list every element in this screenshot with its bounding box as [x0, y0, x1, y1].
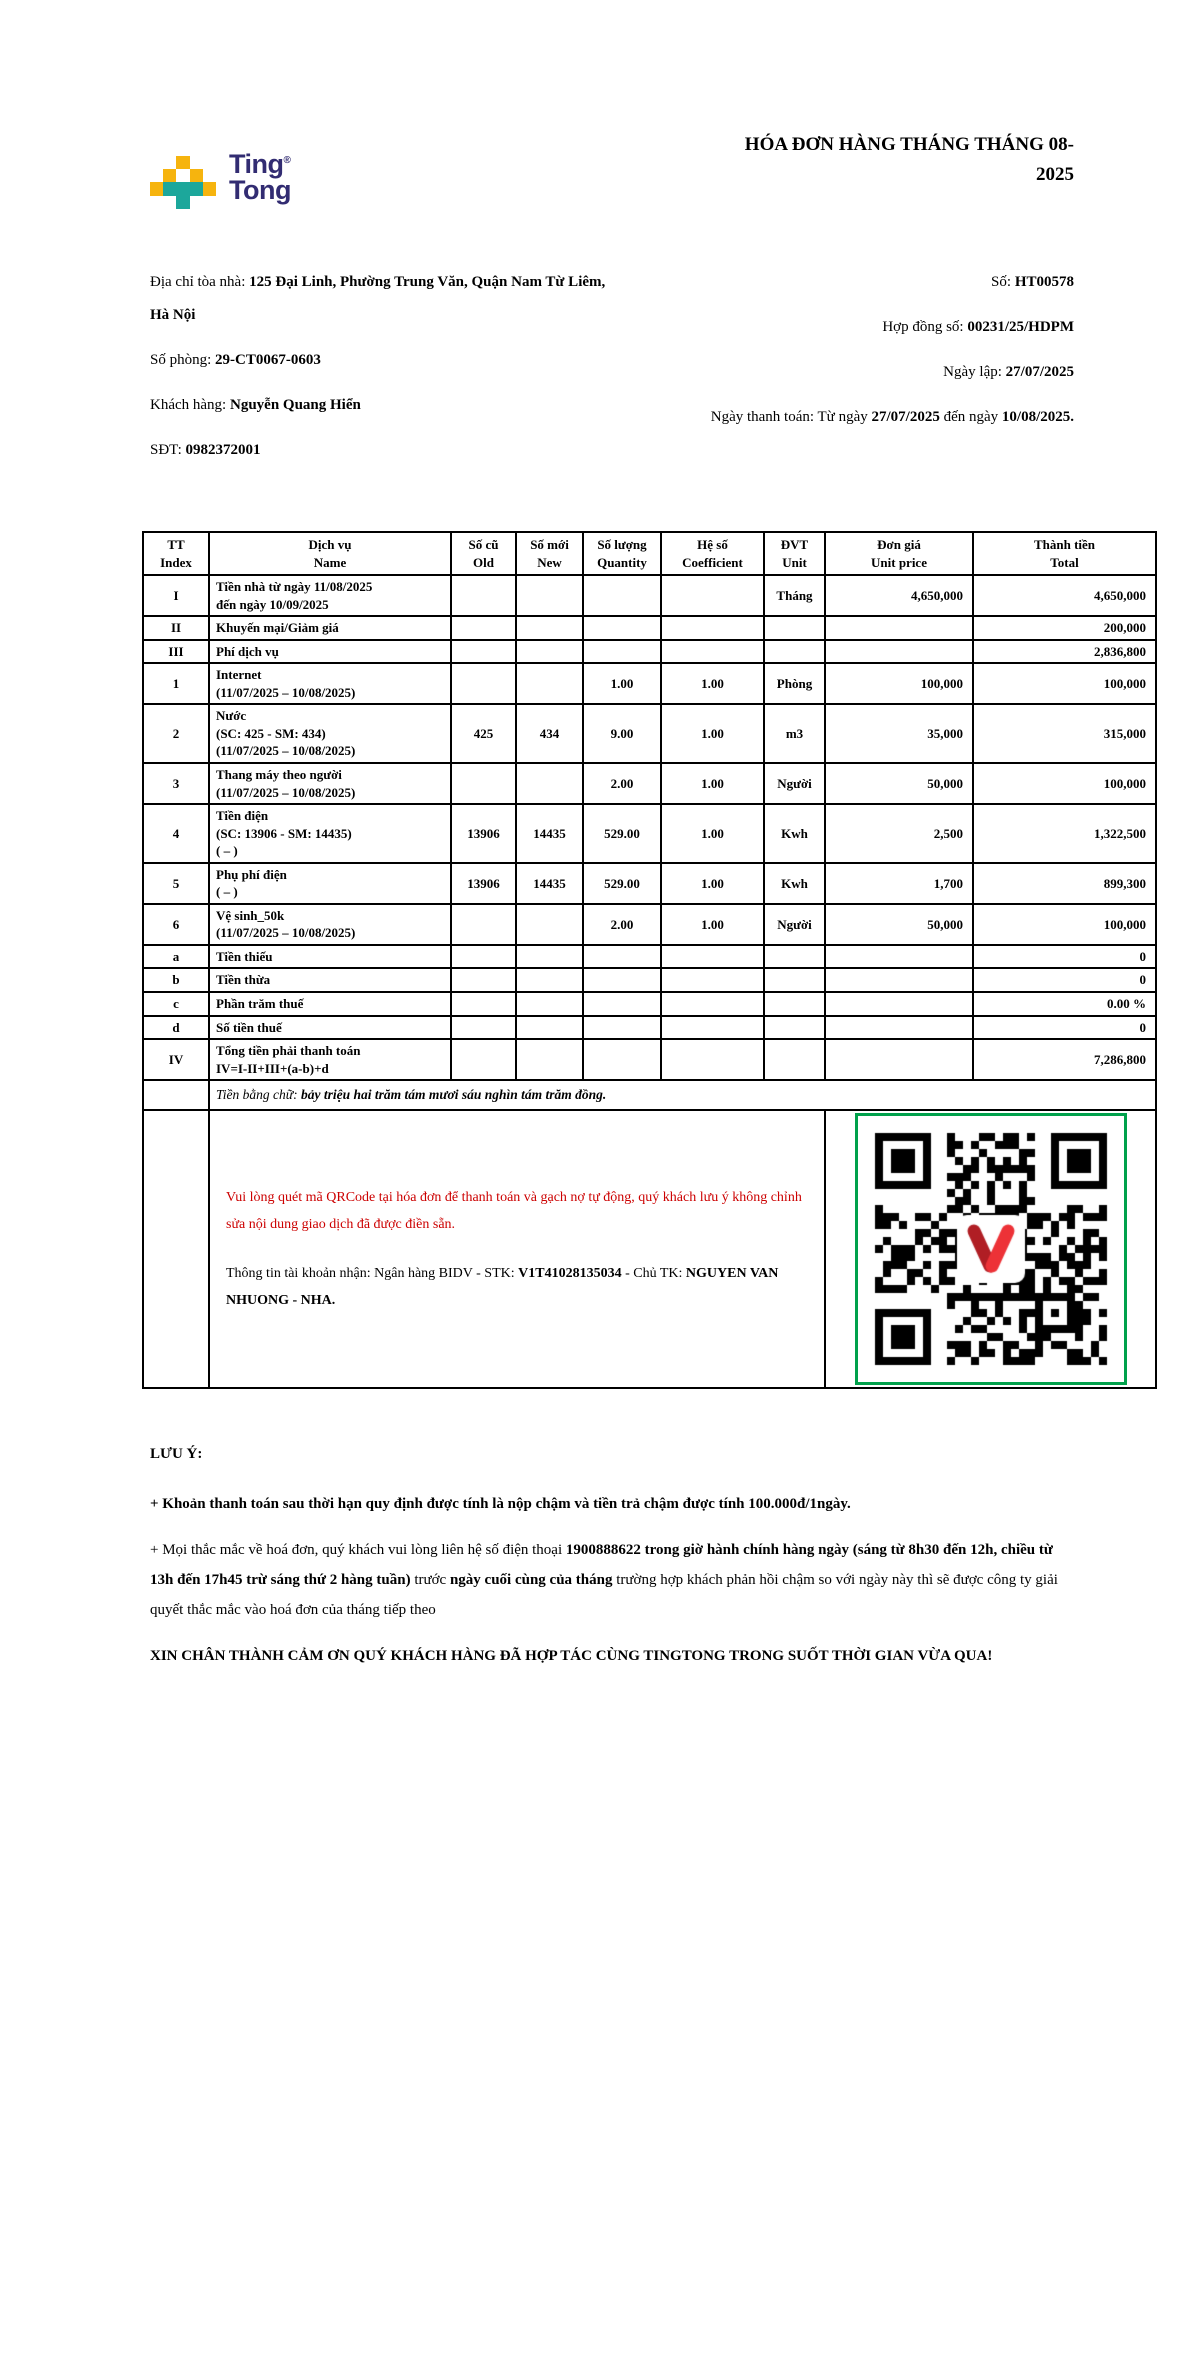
table-header-row: [143, 532, 1156, 575]
table-cell: 4,650,000: [973, 575, 1156, 616]
table-cell: 1.00: [661, 763, 764, 804]
table-cell: [661, 992, 764, 1016]
table-cell: Tháng: [764, 575, 825, 616]
table-cell: 3: [143, 763, 209, 804]
column-header: Số lượng Quantity: [583, 532, 661, 575]
table-cell: 0: [973, 945, 1156, 969]
table-cell: 50,000: [825, 763, 973, 804]
table-cell: [764, 640, 825, 664]
table-cell: 1.00: [661, 904, 764, 945]
table-cell: [764, 945, 825, 969]
building-address: Địa chỉ tòa nhà: 125 Đại Linh, Phường Trung Văn, Quận Nam Từ Liêm, Hà Nội: [150, 274, 606, 323]
table-row: [143, 616, 1156, 640]
customer-info: [150, 266, 620, 479]
late-payment-note: + Khoản thanh toán sau thời hạn quy định được tính là nộp chậm và tiền trả chậm được tính 100.000đ/1ngày.: [150, 1496, 851, 1513]
table-cell: [143, 1080, 209, 1110]
tingtong-logo: [150, 149, 291, 210]
table-cell: 434: [516, 704, 583, 763]
table-cell: 100,000: [825, 663, 973, 704]
table-row: [143, 804, 1156, 863]
payment-period: Ngày thanh toán: Từ ngày 27/07/2025 đến ngày 10/08/2025.: [710, 409, 1074, 425]
table-cell: 100,000: [973, 904, 1156, 945]
table-cell: 1.00: [661, 663, 764, 704]
table-cell: a: [143, 945, 209, 969]
table-cell: 100,000: [973, 763, 1156, 804]
table-cell: [451, 616, 516, 640]
table-cell: [583, 640, 661, 664]
table-cell: Tổng tiền phải thanh toán IV=I-II+III+(a-b)+d: [209, 1039, 451, 1080]
table-cell: 2: [143, 704, 209, 763]
table-cell: [583, 616, 661, 640]
table-row: [143, 945, 1156, 969]
table-row: [143, 968, 1156, 992]
table-cell: Người: [764, 904, 825, 945]
table-cell: Phí dịch vụ: [209, 640, 451, 664]
table-cell: m3: [764, 704, 825, 763]
table-cell: II: [143, 616, 209, 640]
table-cell: III: [143, 640, 209, 664]
table-cell: 2,500: [825, 804, 973, 863]
table-cell: Tiền thiếu: [209, 945, 451, 969]
table-row: [143, 704, 1156, 763]
table-cell: [451, 1039, 516, 1080]
table-cell: [661, 575, 764, 616]
qr-code-frame: [855, 1113, 1127, 1385]
table-cell: [583, 968, 661, 992]
table-row: [143, 992, 1156, 1016]
column-header: ĐVT Unit: [764, 532, 825, 575]
table-cell: [661, 616, 764, 640]
table-cell: [451, 763, 516, 804]
column-header: TT Index: [143, 532, 209, 575]
notes-heading: LƯU Ý:: [150, 1446, 203, 1463]
table-cell: Khuyến mại/Giảm giá: [209, 616, 451, 640]
qr-code-cell: [825, 1110, 1156, 1388]
table-cell: [516, 640, 583, 664]
table-cell: 0: [973, 1016, 1156, 1040]
table-cell: [764, 968, 825, 992]
issue-date: Ngày lập: 27/07/2025: [943, 364, 1074, 380]
table-row: [143, 1016, 1156, 1040]
invoice-info: [150, 266, 1074, 479]
table-cell: Nước (SC: 425 - SM: 434) (11/07/2025 – 10/08/2025): [209, 704, 451, 763]
table-cell: [583, 992, 661, 1016]
table-cell: 0: [973, 968, 1156, 992]
table-cell: [516, 992, 583, 1016]
table-cell: [451, 992, 516, 1016]
table-cell: Phụ phí điện ( – ): [209, 863, 451, 904]
bank-account-info: Thông tin tài khoản nhận: Ngân hàng BIDV - STK: V1T41028135034 - Chủ TK: NGUYEN VAN NHUONG - NHA.: [226, 1266, 779, 1309]
table-cell: Thang máy theo người (11/07/2025 – 10/08/2025): [209, 763, 451, 804]
table-cell: Internet (11/07/2025 – 10/08/2025): [209, 663, 451, 704]
column-header: Số mới New: [516, 532, 583, 575]
table-cell: [825, 992, 973, 1016]
table-cell: [516, 968, 583, 992]
column-header: Thành tiền Total: [973, 532, 1156, 575]
table-cell: [516, 663, 583, 704]
table-cell: [516, 575, 583, 616]
table-cell: Vệ sinh_50k (11/07/2025 – 10/08/2025): [209, 904, 451, 945]
table-cell: [661, 945, 764, 969]
table-cell: 425: [451, 704, 516, 763]
table-cell: 35,000: [825, 704, 973, 763]
customer-name: Khách hàng: Nguyễn Quang Hiển: [150, 397, 361, 413]
invoice-title: HÓA ĐƠN HÀNG THÁNG THÁNG 08- 2025: [744, 134, 1074, 186]
table-cell: 1.00: [661, 804, 764, 863]
table-cell: Kwh: [764, 804, 825, 863]
table-cell: [825, 616, 973, 640]
table-cell: [825, 640, 973, 664]
table-cell: Kwh: [764, 863, 825, 904]
table-cell: [583, 575, 661, 616]
table-cell: 0.00 %: [973, 992, 1156, 1016]
table-cell: Người: [764, 763, 825, 804]
column-header: Đơn giá Unit price: [825, 532, 973, 575]
table-cell: 2,836,800: [973, 640, 1156, 664]
header: [150, 118, 1074, 210]
invoice-meta: [664, 266, 1074, 479]
table-row: [143, 863, 1156, 904]
table-cell: Tiền điện (SC: 13906 - SM: 14435) ( – ): [209, 804, 451, 863]
table-cell: Phòng: [764, 663, 825, 704]
table-cell: 1.00: [661, 863, 764, 904]
table-cell: [661, 1039, 764, 1080]
table-cell: [516, 1016, 583, 1040]
table-cell: [825, 968, 973, 992]
footer-notes: [150, 1439, 1074, 1671]
qr-payment-row: [143, 1110, 1156, 1388]
table-cell: 529.00: [583, 804, 661, 863]
table-cell: Phần trăm thuế: [209, 992, 451, 1016]
table-cell: 6: [143, 904, 209, 945]
customer-phone: SĐT: 0982372001: [150, 442, 261, 458]
amount-in-words-row: [143, 1080, 1156, 1110]
table-cell: [661, 640, 764, 664]
table-row: [143, 640, 1156, 664]
table-cell: [764, 616, 825, 640]
table-cell: [516, 945, 583, 969]
table-cell: 899,300: [973, 863, 1156, 904]
table-cell: [825, 945, 973, 969]
table-cell: 529.00: [583, 863, 661, 904]
table-cell: [661, 1016, 764, 1040]
table-cell: 200,000: [973, 616, 1156, 640]
table-cell: Số tiền thuế: [209, 1016, 451, 1040]
qr-scan-notice: Vui lòng quét mã QRCode tại hóa đơn để thanh toán và gạch nợ tự động, quý khách lưu ý không chỉnh sửa nội dung giao dịch đã được điền sẵn.: [226, 1190, 802, 1233]
table-cell: 9.00: [583, 704, 661, 763]
table-cell: 100,000: [973, 663, 1156, 704]
table-cell: 13906: [451, 863, 516, 904]
table-cell: [516, 616, 583, 640]
table-cell: 4: [143, 804, 209, 863]
table-cell: 1: [143, 663, 209, 704]
table-cell: d: [143, 1016, 209, 1040]
table-row: [143, 1039, 1156, 1080]
table-cell: [451, 904, 516, 945]
table-cell: 13906: [451, 804, 516, 863]
invoice-table: [142, 531, 1157, 1389]
table-cell: [764, 1016, 825, 1040]
qr-code: [870, 1128, 1112, 1370]
hotline-note: + Mọi thắc mắc về hoá đơn, quý khách vui lòng liên hệ số điện thoại 1900888622 trong giờ hành chính hàng ngày (sáng từ 8h30 đến 12h, chiều từ 13h đến 17h45 trừ sáng thứ 2 hàng tuần) trước ngày cuối cùng của tháng trường hợp khách phản hồi chậm so với ngày này thì sẽ được công ty giải quyết thắc mắc vào hoá đơn của tháng tiếp theo: [150, 1542, 1058, 1619]
table-cell: [451, 945, 516, 969]
table-cell: [825, 1039, 973, 1080]
table-cell: [516, 904, 583, 945]
table-cell: [764, 1039, 825, 1080]
table-cell: IV: [143, 1039, 209, 1080]
table-cell: Tiền nhà từ ngày 11/08/2025 đến ngày 10/09/2025: [209, 575, 451, 616]
table-cell: b: [143, 968, 209, 992]
table-cell: [516, 1039, 583, 1080]
table-cell: [451, 575, 516, 616]
table-cell: Tiền thừa: [209, 968, 451, 992]
tingtong-logo-icon: [150, 156, 216, 210]
contract-number: Hợp đồng số: 00231/25/HDPM: [882, 319, 1074, 335]
table-cell: [451, 663, 516, 704]
invoice-page: [0, 118, 1200, 2377]
table-cell: [583, 1016, 661, 1040]
table-row: [143, 763, 1156, 804]
table-cell: [661, 968, 764, 992]
table-row: [143, 904, 1156, 945]
table-cell: [825, 1016, 973, 1040]
table-cell: [451, 1016, 516, 1040]
table-cell: [143, 1110, 209, 1388]
table-cell: I: [143, 575, 209, 616]
table-cell: [764, 992, 825, 1016]
table-cell: 50,000: [825, 904, 973, 945]
table-cell: 1.00: [583, 663, 661, 704]
table-cell: 1,322,500: [973, 804, 1156, 863]
amount-in-words: Tiền bằng chữ: bảy triệu hai trăm tám mươi sáu nghìn tám trăm đồng.: [209, 1080, 1156, 1110]
table-cell: c: [143, 992, 209, 1016]
table-cell: 2.00: [583, 904, 661, 945]
table-cell: 14435: [516, 863, 583, 904]
table-cell: [516, 763, 583, 804]
thank-you-note: XIN CHÂN THÀNH CẢM ƠN QUÝ KHÁCH HÀNG ĐÃ HỢP TÁC CÙNG TINGTONG TRONG SUỐT THỜI GIAN VỪA QUA!: [150, 1648, 993, 1665]
table-cell: 7,286,800: [973, 1039, 1156, 1080]
table-cell: [583, 1039, 661, 1080]
table-cell: 14435: [516, 804, 583, 863]
table-cell: [583, 945, 661, 969]
column-header: Dịch vụ Name: [209, 532, 451, 575]
invoice-number: Số: HT00578: [991, 274, 1074, 290]
table-cell: [451, 640, 516, 664]
table-row: [143, 575, 1156, 616]
table-row: [143, 663, 1156, 704]
room-number: Số phòng: 29-CT0067-0603: [150, 352, 321, 368]
table-cell: 4,650,000: [825, 575, 973, 616]
payment-instructions-cell: [209, 1110, 825, 1388]
table-cell: 2.00: [583, 763, 661, 804]
column-header: Số cũ Old: [451, 532, 516, 575]
table-cell: 1,700: [825, 863, 973, 904]
column-header: Hệ số Coefficient: [661, 532, 764, 575]
table-cell: [451, 968, 516, 992]
tingtong-logo-text: Ting® Tong: [229, 149, 291, 205]
table-cell: 315,000: [973, 704, 1156, 763]
table-cell: 5: [143, 863, 209, 904]
table-cell: 1.00: [661, 704, 764, 763]
